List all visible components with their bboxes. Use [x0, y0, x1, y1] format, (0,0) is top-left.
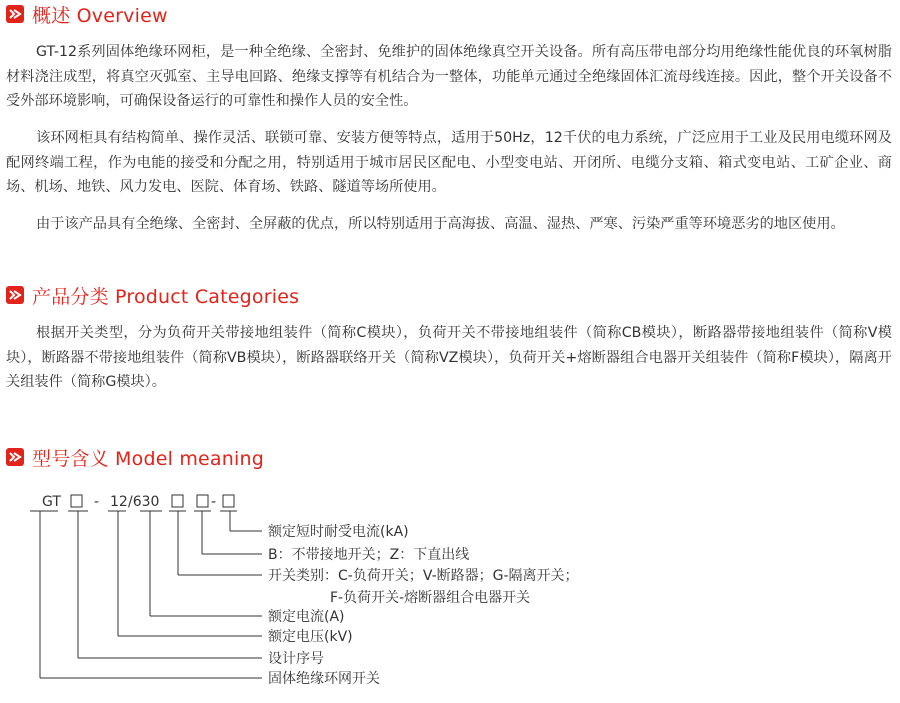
model-code-box-type	[172, 495, 183, 507]
categories-title: 产品分类 Product Categories	[32, 285, 300, 308]
overview-title: 概述 Overview	[32, 4, 168, 27]
model-code-box-design	[71, 495, 82, 507]
overview-paragraph-3: 由于该产品具有全绝缘、全密封、全屏蔽的优点，所以特别适用于高海拔、高温、湿热、严寒、污染严重等环境恶劣的地区使用。	[36, 216, 845, 232]
red-badge-icon	[6, 5, 24, 23]
categories-paragraph-1: 根据开关类型，分为负荷开关带接地组装件（简称C模块），负荷开关不带接地组装件（简称CB模块），断路器带接地组装件（简称V模块），断路器不带接地组装件（简称VB模块），断路器联络开关（简称VZ模块），负荷开关+熔断器组合电器开关组装件（简称F模块），隔离开关组装件（简称G模块）。	[6, 325, 892, 390]
label-design-number: 设计序号	[268, 651, 324, 667]
model-code-dash-1: -	[94, 494, 100, 510]
model-header	[6, 443, 264, 471]
model-code-box-kA	[223, 495, 234, 507]
categories-header	[6, 281, 299, 309]
model-code-current: /630	[128, 494, 160, 510]
label-rated-current: 额定电流(A)	[268, 609, 345, 625]
model-code-dash-2: -	[211, 494, 217, 510]
label-grounding-option: B：不带接地开关；Z：下直出线	[268, 547, 470, 563]
model-code-voltage: 12	[110, 494, 128, 510]
label-rated-short-time-current: 额定短时耐受电流(kA)	[268, 524, 409, 540]
label-switch-type-continued: F-负荷开关-熔断器组合电器开关	[330, 590, 531, 606]
model-code-prefix: GT	[42, 494, 61, 510]
model-code-box-option	[197, 495, 208, 507]
red-badge-icon	[6, 286, 24, 304]
label-switch-type: 开关类别：C-负荷开关；V-断路器；G-隔离开关；	[268, 568, 579, 584]
red-badge-icon	[6, 448, 24, 466]
overview-paragraph-2: 该环网柜具有结构简单、操作灵活、联锁可靠、安装方便等特点，适用于50Hz，12千伏的电力系统，广泛应用于工业及民用电缆环网及配网终端工程，作为电能的接受和分配之用，特别适用于城市居民区配电、小型变电站、开闭所、电缆分支箱、箱式变电站、工矿企业、商场、机场、地铁、风力发电、医院、体育场、铁路、隧道等场所使用。	[6, 130, 892, 195]
overview-header	[6, 0, 168, 28]
label-product-name: 固体绝缘环网开关	[268, 671, 380, 687]
overview-paragraph-1: GT-12系列固体绝缘环网柜，是一种全绝缘、全密封、免维护的固体绝缘真空开关设备。所有高压带电部分均用绝缘性能优良的环氧树脂材料浇注成型，将真空灭弧室、主导电回路、绝缘支撑等有机结合为一整体，功能单元通过全绝缘固体汇流母线连接。因此，整个开关设备不受外部环境影响，可确保设备运行的可靠性和操作人员的安全性。	[6, 44, 892, 109]
label-rated-voltage: 额定电压(kV)	[268, 629, 353, 645]
model-title: 型号含义 Model meaning	[32, 447, 264, 470]
model-code-diagram	[0, 488, 900, 700]
